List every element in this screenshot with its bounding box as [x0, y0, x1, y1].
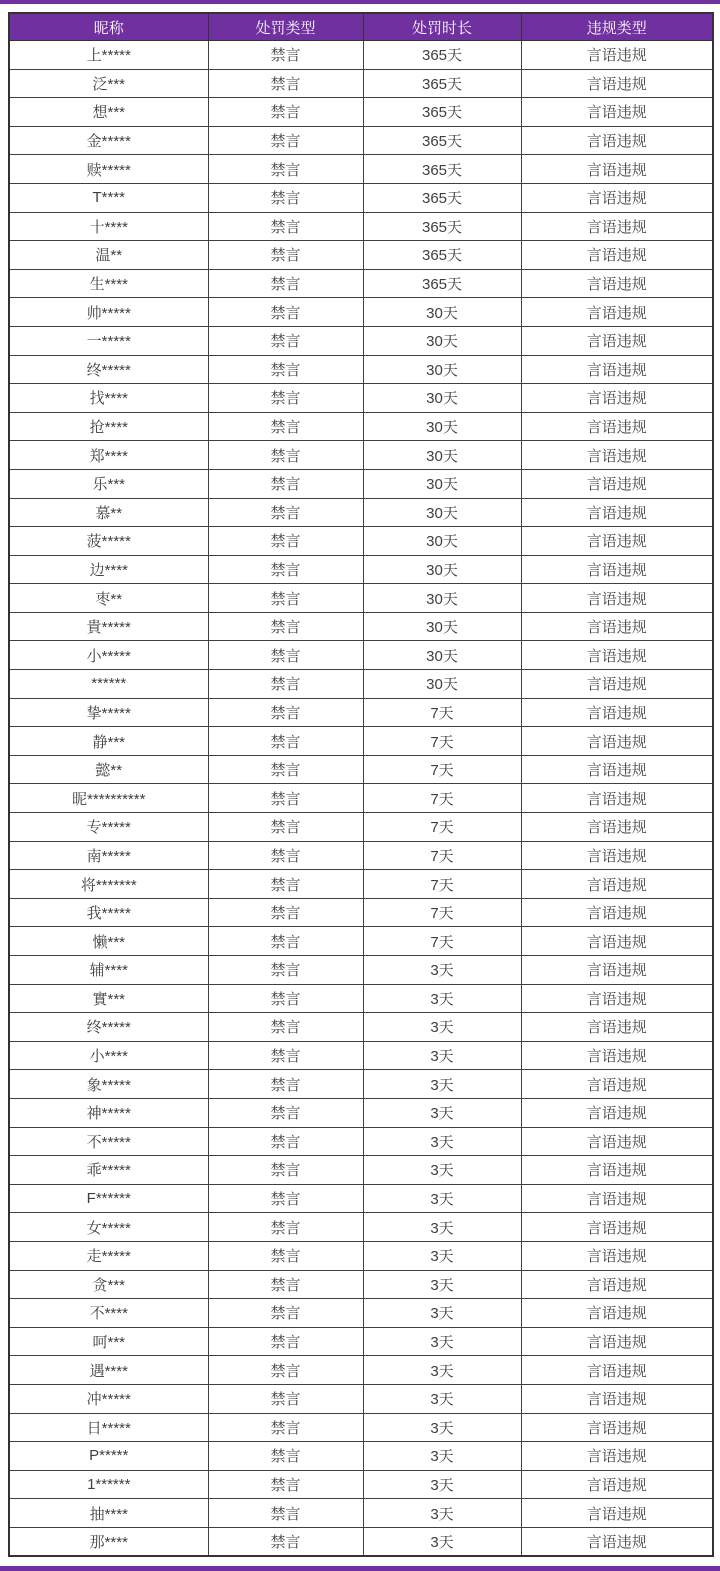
nickname-cell: 贪*** [9, 1270, 208, 1299]
punishment-type-cell: 禁言 [208, 1041, 363, 1070]
violation-type-cell: 言语违规 [521, 527, 713, 556]
punishment-duration-cell: 30天 [363, 355, 521, 384]
nickname-cell: 枣** [9, 584, 208, 613]
table-row [9, 870, 713, 899]
table-row [9, 155, 713, 184]
violation-type-cell: 言语违规 [521, 813, 713, 842]
punishment-duration-cell: 30天 [363, 498, 521, 527]
punishment-duration-cell: 7天 [363, 755, 521, 784]
punishment-duration-cell: 3天 [363, 1499, 521, 1528]
table-row [9, 126, 713, 155]
punishment-type-cell: 禁言 [208, 670, 363, 699]
nickname-cell: 温** [9, 241, 208, 270]
punishment-duration-cell: 3天 [363, 1442, 521, 1471]
punishment-duration-cell: 365天 [363, 126, 521, 155]
punishment-type-cell: 禁言 [208, 1213, 363, 1242]
table-row [9, 1413, 713, 1442]
punishment-type-cell: 禁言 [208, 412, 363, 441]
punishment-type-cell: 禁言 [208, 698, 363, 727]
table-row [9, 1299, 713, 1328]
punishment-duration-cell: 30天 [363, 670, 521, 699]
punishment-type-cell: 禁言 [208, 1356, 363, 1385]
violation-type-cell: 言语违规 [521, 1184, 713, 1213]
violation-type-cell: 言语违规 [521, 212, 713, 241]
punishment-duration-cell: 7天 [363, 898, 521, 927]
nickname-cell: T**** [9, 183, 208, 212]
punishment-duration-cell: 30天 [363, 469, 521, 498]
nickname-cell: 冲***** [9, 1384, 208, 1413]
table-row [9, 1041, 713, 1070]
punishment-type-cell: 禁言 [208, 212, 363, 241]
nickname-cell: 边**** [9, 555, 208, 584]
table-row [9, 326, 713, 355]
punishment-duration-cell: 3天 [363, 984, 521, 1013]
column-header-nickname: 昵称 [9, 13, 208, 41]
table-row [9, 641, 713, 670]
violation-type-cell: 言语违规 [521, 98, 713, 127]
violation-type-cell: 言语违规 [521, 298, 713, 327]
punishment-type-cell: 禁言 [208, 441, 363, 470]
nickname-cell: 懒*** [9, 927, 208, 956]
table-row [9, 1156, 713, 1185]
nickname-cell: 菠***** [9, 527, 208, 556]
punishment-type-cell: 禁言 [208, 1127, 363, 1156]
violation-type-cell: 言语违规 [521, 126, 713, 155]
punishment-type-cell: 禁言 [208, 612, 363, 641]
table-row [9, 469, 713, 498]
punishment-type-cell: 禁言 [208, 641, 363, 670]
nickname-cell: 昵********** [9, 784, 208, 813]
nickname-cell: 抢**** [9, 412, 208, 441]
violation-type-cell: 言语违规 [521, 727, 713, 756]
punishment-duration-cell: 7天 [363, 927, 521, 956]
nickname-cell: 帅***** [9, 298, 208, 327]
nickname-cell: 乐*** [9, 469, 208, 498]
nickname-cell: 挚***** [9, 698, 208, 727]
table-row [9, 698, 713, 727]
violation-type-cell: 言语违规 [521, 755, 713, 784]
nickname-cell: 南***** [9, 841, 208, 870]
punishment-type-cell: 禁言 [208, 183, 363, 212]
table-row [9, 441, 713, 470]
nickname-cell: 将******* [9, 870, 208, 899]
table-row [9, 1013, 713, 1042]
punishment-type-cell: 禁言 [208, 355, 363, 384]
punishment-type-cell: 禁言 [208, 69, 363, 98]
nickname-cell: 乖***** [9, 1156, 208, 1185]
violation-type-cell: 言语违规 [521, 555, 713, 584]
nickname-cell: 神***** [9, 1098, 208, 1127]
violation-type-cell: 言语违规 [521, 1356, 713, 1385]
punishment-type-cell: 禁言 [208, 1442, 363, 1471]
violation-type-cell: 言语违规 [521, 1470, 713, 1499]
punishment-type-cell: 禁言 [208, 813, 363, 842]
violation-type-cell: 言语违规 [521, 1327, 713, 1356]
punishment-duration-cell: 7天 [363, 813, 521, 842]
violation-type-cell: 言语违规 [521, 412, 713, 441]
table-row [9, 1270, 713, 1299]
punishment-duration-cell: 3天 [363, 1270, 521, 1299]
table-row [9, 1127, 713, 1156]
punishment-duration-cell: 3天 [363, 1327, 521, 1356]
violation-type-cell: 言语违规 [521, 927, 713, 956]
top-accent-bar [0, 0, 720, 4]
table-row [9, 1241, 713, 1270]
nickname-cell: 金***** [9, 126, 208, 155]
punishment-type-cell: 禁言 [208, 269, 363, 298]
punishment-type-cell: 禁言 [208, 1527, 363, 1556]
nickname-cell: P***** [9, 1442, 208, 1471]
nickname-cell: 貴***** [9, 612, 208, 641]
violation-type-cell: 言语违规 [521, 355, 713, 384]
punishment-type-cell: 禁言 [208, 241, 363, 270]
violation-type-cell: 言语违规 [521, 441, 713, 470]
nickname-cell: 终***** [9, 1013, 208, 1042]
table-row [9, 498, 713, 527]
violation-type-cell: 言语违规 [521, 612, 713, 641]
violation-type-cell: 言语违规 [521, 841, 713, 870]
table-row [9, 241, 713, 270]
violation-type-cell: 言语违规 [521, 1299, 713, 1328]
violation-type-cell: 言语违规 [521, 584, 713, 613]
table-row [9, 841, 713, 870]
punishment-duration-cell: 7天 [363, 727, 521, 756]
punishment-type-cell: 禁言 [208, 784, 363, 813]
violation-type-cell: 言语违规 [521, 1156, 713, 1185]
violation-type-cell: 言语违规 [521, 984, 713, 1013]
punishment-duration-cell: 3天 [363, 1413, 521, 1442]
violation-type-cell: 言语违规 [521, 1270, 713, 1299]
punishment-type-cell: 禁言 [208, 1241, 363, 1270]
punishment-type-cell: 禁言 [208, 1327, 363, 1356]
table-row [9, 355, 713, 384]
table-row [9, 984, 713, 1013]
violation-type-cell: 言语违规 [521, 384, 713, 413]
punishment-type-cell: 禁言 [208, 898, 363, 927]
nickname-cell: 1****** [9, 1470, 208, 1499]
punishment-duration-cell: 3天 [363, 1356, 521, 1385]
table-row [9, 1327, 713, 1356]
punishment-duration-cell: 30天 [363, 298, 521, 327]
violation-type-cell: 言语违规 [521, 1384, 713, 1413]
nickname-cell: 不***** [9, 1127, 208, 1156]
violation-type-cell: 言语违规 [521, 1413, 713, 1442]
nickname-cell: 那**** [9, 1527, 208, 1556]
punishment-type-cell: 禁言 [208, 956, 363, 985]
punishment-duration-cell: 30天 [363, 641, 521, 670]
violation-type-cell: 言语违规 [521, 1070, 713, 1099]
nickname-cell: F****** [9, 1184, 208, 1213]
punishment-duration-cell: 3天 [363, 1127, 521, 1156]
nickname-cell: 遇**** [9, 1356, 208, 1385]
nickname-cell: 终***** [9, 355, 208, 384]
nickname-cell: 走***** [9, 1241, 208, 1270]
punishment-duration-cell: 3天 [363, 1299, 521, 1328]
violation-type-cell: 言语违规 [521, 269, 713, 298]
punishment-duration-cell: 3天 [363, 1184, 521, 1213]
punishment-duration-cell: 3天 [363, 1098, 521, 1127]
punishment-type-cell: 禁言 [208, 841, 363, 870]
punishment-type-cell: 禁言 [208, 1470, 363, 1499]
punishment-type-cell: 禁言 [208, 298, 363, 327]
nickname-cell: 日***** [9, 1413, 208, 1442]
punishment-duration-cell: 3天 [363, 1241, 521, 1270]
punishment-duration-cell: 30天 [363, 584, 521, 613]
violation-type-cell: 言语违规 [521, 1213, 713, 1242]
table-row [9, 1470, 713, 1499]
nickname-cell: 象***** [9, 1070, 208, 1099]
punishment-type-cell: 禁言 [208, 1270, 363, 1299]
violation-type-cell: 言语违规 [521, 698, 713, 727]
punishment-duration-cell: 365天 [363, 269, 521, 298]
table-row [9, 412, 713, 441]
violation-type-cell: 言语违规 [521, 155, 713, 184]
table-row [9, 69, 713, 98]
punishment-type-cell: 禁言 [208, 870, 363, 899]
punishment-type-cell: 禁言 [208, 1013, 363, 1042]
bottom-accent-bar [0, 1566, 720, 1571]
punishment-type-cell: 禁言 [208, 41, 363, 70]
punishment-duration-cell: 365天 [363, 69, 521, 98]
table-row [9, 956, 713, 985]
punishment-type-cell: 禁言 [208, 98, 363, 127]
column-header-punishment-duration: 处罚时长 [363, 13, 521, 41]
punishment-duration-cell: 7天 [363, 870, 521, 899]
punishment-duration-cell: 365天 [363, 212, 521, 241]
violation-type-cell: 言语违规 [521, 1527, 713, 1556]
table-row [9, 1356, 713, 1385]
violation-type-cell: 言语违规 [521, 1241, 713, 1270]
punishment-duration-cell: 3天 [363, 1013, 521, 1042]
punishment-type-cell: 禁言 [208, 1413, 363, 1442]
table-row [9, 1499, 713, 1528]
violation-type-cell: 言语违规 [521, 326, 713, 355]
punishment-duration-cell: 30天 [363, 326, 521, 355]
punishment-duration-cell: 7天 [363, 784, 521, 813]
violation-type-cell: 言语违规 [521, 956, 713, 985]
punishment-duration-cell: 3天 [363, 1156, 521, 1185]
table-row [9, 98, 713, 127]
violation-type-cell: 言语违规 [521, 641, 713, 670]
table-row [9, 298, 713, 327]
nickname-cell: 我***** [9, 898, 208, 927]
nickname-cell: 抽**** [9, 1499, 208, 1528]
table-row [9, 898, 713, 927]
punishment-type-cell: 禁言 [208, 326, 363, 355]
nickname-cell: 静*** [9, 727, 208, 756]
table-row [9, 183, 713, 212]
punishment-type-cell: 禁言 [208, 155, 363, 184]
punishment-duration-cell: 3天 [363, 1070, 521, 1099]
table-row [9, 1184, 713, 1213]
punishment-type-cell: 禁言 [208, 555, 363, 584]
nickname-cell: 小**** [9, 1041, 208, 1070]
nickname-cell: 找**** [9, 384, 208, 413]
punishment-duration-cell: 7天 [363, 698, 521, 727]
punishment-type-cell: 禁言 [208, 584, 363, 613]
nickname-cell: 呵*** [9, 1327, 208, 1356]
punishment-type-cell: 禁言 [208, 498, 363, 527]
punishment-table [8, 12, 714, 1557]
punishment-type-cell: 禁言 [208, 984, 363, 1013]
table-row [9, 1384, 713, 1413]
column-header-punishment-type: 处罚类型 [208, 13, 363, 41]
punishment-duration-cell: 3天 [363, 1213, 521, 1242]
punishment-duration-cell: 30天 [363, 384, 521, 413]
table-row [9, 670, 713, 699]
punishment-duration-cell: 30天 [363, 527, 521, 556]
table-row [9, 784, 713, 813]
nickname-cell: 赎***** [9, 155, 208, 184]
nickname-cell: 不**** [9, 1299, 208, 1328]
table-row [9, 584, 713, 613]
punishment-duration-cell: 365天 [363, 183, 521, 212]
violation-type-cell: 言语违规 [521, 1442, 713, 1471]
nickname-cell: 實*** [9, 984, 208, 1013]
punishment-duration-cell: 30天 [363, 612, 521, 641]
violation-type-cell: 言语违规 [521, 870, 713, 899]
punishment-type-cell: 禁言 [208, 1384, 363, 1413]
table-row [9, 1527, 713, 1556]
table-row [9, 1070, 713, 1099]
table-row [9, 1442, 713, 1471]
table-row [9, 612, 713, 641]
violation-type-cell: 言语违规 [521, 241, 713, 270]
nickname-cell: 生**** [9, 269, 208, 298]
violation-type-cell: 言语违规 [521, 183, 713, 212]
table-row [9, 212, 713, 241]
violation-type-cell: 言语违规 [521, 1013, 713, 1042]
table-row [9, 727, 713, 756]
punishment-duration-cell: 365天 [363, 41, 521, 70]
punishment-type-cell: 禁言 [208, 469, 363, 498]
violation-type-cell: 言语违规 [521, 41, 713, 70]
violation-type-cell: 言语违规 [521, 69, 713, 98]
punishment-type-cell: 禁言 [208, 1499, 363, 1528]
nickname-cell: 慕** [9, 498, 208, 527]
column-header-violation-type: 违规类型 [521, 13, 713, 41]
table-row [9, 1213, 713, 1242]
punishment-type-cell: 禁言 [208, 126, 363, 155]
punishment-type-cell: 禁言 [208, 527, 363, 556]
violation-type-cell: 言语违规 [521, 784, 713, 813]
table-row [9, 555, 713, 584]
nickname-cell: 泛*** [9, 69, 208, 98]
punishment-type-cell: 禁言 [208, 1156, 363, 1185]
table-row [9, 41, 713, 70]
punishment-type-cell: 禁言 [208, 727, 363, 756]
punishment-duration-cell: 7天 [363, 841, 521, 870]
punishment-duration-cell: 3天 [363, 1041, 521, 1070]
violation-type-cell: 言语违规 [521, 469, 713, 498]
punishment-type-cell: 禁言 [208, 1299, 363, 1328]
table-row [9, 269, 713, 298]
punishment-duration-cell: 3天 [363, 1384, 521, 1413]
violation-type-cell: 言语违规 [521, 1127, 713, 1156]
nickname-cell: 女***** [9, 1213, 208, 1242]
nickname-cell: 小***** [9, 641, 208, 670]
table-row [9, 755, 713, 784]
violation-type-cell: 言语违规 [521, 1098, 713, 1127]
punishment-type-cell: 禁言 [208, 1098, 363, 1127]
table-header-row [9, 13, 713, 41]
punishment-type-cell: 禁言 [208, 384, 363, 413]
nickname-cell: 一***** [9, 326, 208, 355]
punishment-duration-cell: 30天 [363, 441, 521, 470]
punishment-type-cell: 禁言 [208, 1070, 363, 1099]
punishment-duration-cell: 365天 [363, 98, 521, 127]
punishment-duration-cell: 365天 [363, 155, 521, 184]
punishment-duration-cell: 30天 [363, 555, 521, 584]
nickname-cell: 郑**** [9, 441, 208, 470]
table-row [9, 1098, 713, 1127]
table-row [9, 527, 713, 556]
nickname-cell: 上***** [9, 41, 208, 70]
table-row [9, 813, 713, 842]
table-row [9, 384, 713, 413]
violation-type-cell: 言语违规 [521, 1499, 713, 1528]
nickname-cell: ****** [9, 670, 208, 699]
violation-type-cell: 言语违规 [521, 670, 713, 699]
punishment-type-cell: 禁言 [208, 755, 363, 784]
punishment-type-cell: 禁言 [208, 927, 363, 956]
violation-type-cell: 言语违规 [521, 898, 713, 927]
nickname-cell: 辅**** [9, 956, 208, 985]
nickname-cell: 想*** [9, 98, 208, 127]
punishment-duration-cell: 3天 [363, 956, 521, 985]
nickname-cell: 懿** [9, 755, 208, 784]
nickname-cell: 专***** [9, 813, 208, 842]
table-body [9, 41, 713, 1557]
nickname-cell: 十**** [9, 212, 208, 241]
violation-type-cell: 言语违规 [521, 1041, 713, 1070]
punishment-duration-cell: 3天 [363, 1470, 521, 1499]
punishment-duration-cell: 3天 [363, 1527, 521, 1556]
table-row [9, 927, 713, 956]
punishment-duration-cell: 365天 [363, 241, 521, 270]
punishment-type-cell: 禁言 [208, 1184, 363, 1213]
punishment-duration-cell: 30天 [363, 412, 521, 441]
violation-type-cell: 言语违规 [521, 498, 713, 527]
